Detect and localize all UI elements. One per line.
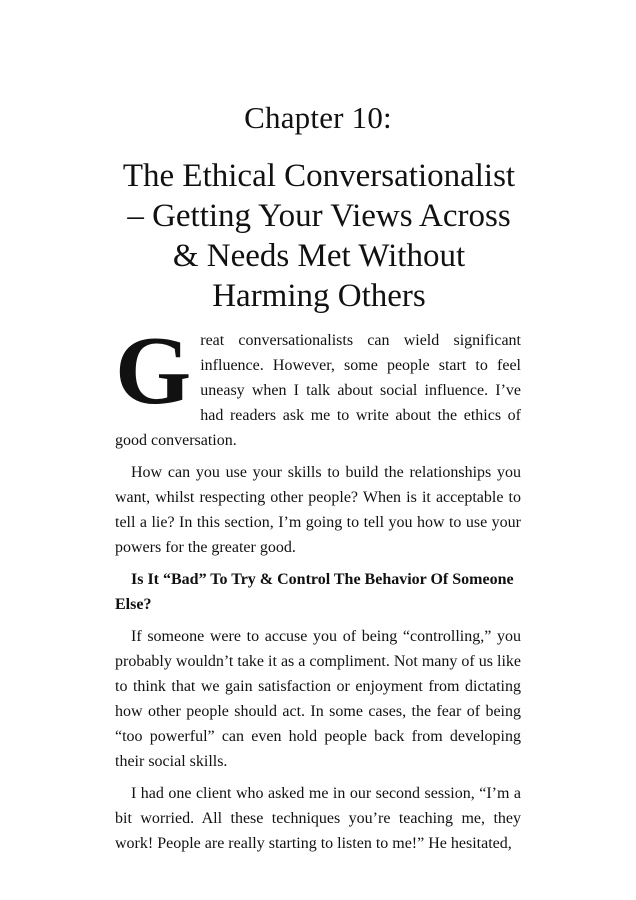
chapter-title: The Ethical Conversationalist – Getting Your Views Across & Needs Met Without Harming Others [122,158,516,314]
body-text [115,317,521,863]
paragraph-3: If someone were to accuse you of being “controlling,” you probably wouldn’t take it as a compliment. Not many of us like to think that we gain satisfaction or enjoyment from dictating how other people should act. In some cases, the fear of being “too powerful” can even hold people back from developing their social skills. [115,628,521,770]
paragraph-4: I had one client who asked me in our second session, “I’m a bit worried. All these techniques you’re teaching me, they work! People are really starting to listen to me!” He hesitated, [115,785,521,852]
chapter-label: Chapter 10: [244,100,392,135]
opening-paragraph [115,317,521,453]
opening-paragraph-text: reat conversationalists can wield significant influence. However, some people start to feel uneasy when I talk about social influence. I’ve had readers ask me to write about the ethics of good conversation. [115,332,521,449]
section-subheading: Is It “Bad” To Try & Control The Behavior Of Someone Else? [115,571,514,613]
drop-cap: G [115,317,192,425]
paragraph-2: How can you use your skills to build the relationships you want, whilst respecting other people? When is it acceptable to tell a lie? In this section, I’m going to tell you how to use your powers for the greater good. [115,464,521,556]
